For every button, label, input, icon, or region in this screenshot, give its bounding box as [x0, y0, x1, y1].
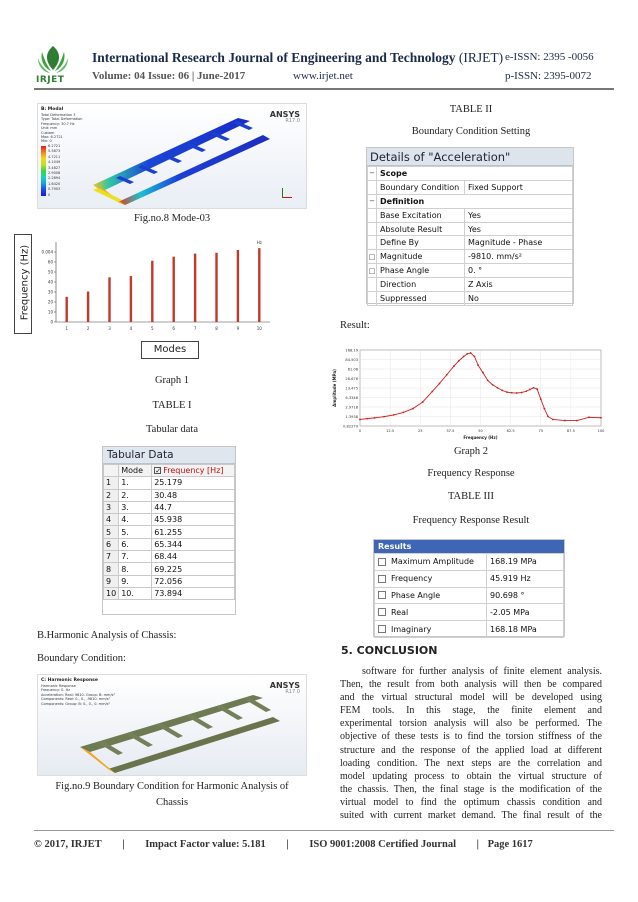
results-row	[375, 554, 564, 571]
conclusion-line: loading condition. The next steps are the correlation and	[340, 757, 602, 769]
bar	[130, 276, 132, 322]
row-index: 2	[104, 489, 119, 501]
table-row	[104, 514, 235, 526]
ansys-version-2: R17.0	[285, 689, 300, 695]
fig8-legend-line: Type: Total Deformation	[41, 117, 83, 122]
details-value[interactable]: Z Axis	[465, 278, 573, 292]
tabular-rows	[104, 477, 235, 600]
data-point	[470, 352, 472, 354]
graph1-xlabel: Modes	[141, 341, 199, 359]
fig9-legend-line: Components: Group: B: 0., 0., 0. mm/s²	[41, 701, 110, 706]
ansys-version: R17.0	[285, 118, 300, 124]
y-tick-label: 61.06	[347, 367, 358, 372]
frequency-cell: 69.225	[152, 563, 235, 575]
data-point	[458, 360, 460, 362]
journal-title	[92, 50, 503, 66]
x-tick-label: 10	[256, 326, 262, 331]
x-tick-label: 75	[538, 429, 544, 433]
x-tick-label: 6	[172, 326, 175, 331]
fig9-legend-line: Harmonic Response	[41, 684, 76, 688]
conclusion-line: structure and the response of the applied load at different	[340, 744, 602, 756]
data-point	[453, 365, 455, 367]
x-tick-label: 1	[65, 326, 68, 331]
fig8-legend-value: 2.2894	[48, 176, 61, 181]
checkbox-icon[interactable]	[378, 575, 386, 583]
mode-cell: 4.	[119, 514, 152, 526]
fig9-legend-title: C: Harmonic Response	[41, 678, 98, 683]
results-key	[375, 604, 487, 621]
fig8-legend-value: 2.9008	[48, 171, 61, 176]
row-index: 1	[104, 477, 119, 489]
frequency-cell: 73.894	[152, 587, 235, 599]
data-point	[474, 356, 476, 358]
details-row	[368, 208, 573, 222]
results-key	[375, 570, 487, 587]
journal-abbr: (IRJET)	[458, 50, 504, 65]
details-key: Phase Angle	[377, 264, 465, 278]
footer-copyright: © 2017, IRJET	[34, 839, 102, 850]
table3-title: TABLE III	[447, 491, 495, 502]
results-panel	[373, 539, 565, 637]
results-row	[375, 621, 564, 638]
fig8-legend-value: 1.6420	[48, 181, 61, 186]
results-value: 45.919 Hz	[487, 570, 564, 587]
details-value[interactable]: Magnitude - Phase	[465, 236, 573, 250]
results-rows	[375, 554, 564, 638]
row-index: 3	[104, 501, 119, 513]
details-row	[368, 278, 573, 292]
fig8-legend-line: Total Deformation 3	[41, 113, 76, 117]
table-row	[104, 575, 235, 587]
details-rows	[368, 167, 573, 306]
results-key	[375, 621, 487, 638]
triad-icon	[282, 188, 292, 198]
row-index: 5	[104, 526, 119, 538]
details-key: Base Excitation	[377, 208, 465, 222]
y-tick-label: 50	[47, 269, 53, 275]
table-row	[104, 587, 235, 599]
results-value: -2.05 MPa	[487, 604, 564, 621]
frequency-cell: 45.938	[152, 514, 235, 526]
bar	[215, 253, 217, 322]
data-point	[529, 389, 531, 391]
x-tick-label: 9	[236, 326, 240, 331]
table-row	[104, 538, 235, 550]
table-row	[104, 551, 235, 563]
x-axis-label: Frequency (Hz)	[463, 435, 498, 440]
conclusion-line: virtual model to find the optimum chassis condition and	[340, 796, 602, 808]
results-key-label: Phase Angle	[391, 590, 441, 600]
footer-page: Page 1617	[487, 839, 533, 850]
journal-name: International Research Journal of Engineering and Technology	[92, 50, 456, 65]
y-tick-label: 13.475	[345, 386, 358, 391]
conclusion-line: objective of these tests is to find the torsion stiffness of the	[340, 731, 602, 743]
footer-rule	[34, 830, 614, 831]
y-axis-label: Amplitude (MPa)	[332, 369, 337, 407]
graph2-caption: Graph 2	[453, 446, 489, 457]
data-point	[600, 417, 602, 419]
x-tick-label: 25	[417, 429, 423, 433]
results-key-label: Real	[391, 607, 409, 617]
eissn: e-ISSN: 2395 -0056	[505, 51, 594, 63]
graph2-subtitle: Frequency Response	[427, 468, 515, 479]
details-value[interactable]: No	[465, 292, 573, 306]
data-point	[496, 387, 498, 389]
y-tick-label: 28.676	[345, 376, 358, 381]
y-tick-label: 1.3938	[345, 414, 358, 419]
fig8-caption: Fig.no.8 Mode-03	[133, 213, 211, 224]
details-value[interactable]: -9810. mm/s²	[465, 250, 573, 264]
fig8-legend-value: 0	[48, 192, 51, 197]
section-b-sub: Boundary Condition:	[37, 653, 126, 664]
fig8-legend-value: 0.7903	[48, 187, 61, 192]
logo-text: IRJET	[36, 75, 65, 85]
tabular-data-title: Tabular Data	[103, 447, 235, 464]
data-point	[402, 412, 404, 414]
fig8-legend-lines	[41, 113, 82, 144]
row-marker: □	[368, 250, 377, 264]
row-index: 6	[104, 538, 119, 550]
section-b-heading: B.Harmonic Analysis of Chassis:	[37, 630, 177, 641]
data-point	[466, 353, 468, 355]
frequency-cell: 30.48	[152, 489, 235, 501]
results-key-label: Maximum Amplitude	[391, 557, 474, 567]
mode-cell: 6.	[119, 538, 152, 550]
fig9-caption-1: Fig.no.9 Boundary Condition for Harmonic Analysis of	[55, 781, 289, 792]
fig9-image	[37, 674, 307, 776]
conclusion-line: Then, the result from both analysis will then be compared	[340, 679, 602, 691]
checkbox-icon[interactable]	[378, 591, 386, 599]
details-row	[368, 264, 573, 278]
pissn: p-ISSN: 2395-0072	[505, 70, 592, 82]
data-point	[487, 380, 489, 382]
x-tick-label: 50	[478, 429, 483, 433]
frequency-cell: 68.44	[152, 551, 235, 563]
bar	[258, 248, 260, 322]
footer-iso: ISO 9001:2008 Certified Journal	[309, 839, 457, 850]
results-row	[375, 604, 564, 621]
data-point	[564, 420, 566, 422]
header-rule	[34, 88, 614, 90]
data-point	[393, 414, 395, 416]
fig8-legend-line: Custom	[41, 130, 55, 135]
mode-cell: 7.	[119, 551, 152, 563]
data-point	[374, 417, 376, 419]
fig9-legend-line: Acceleration: Real: 9810. Group: B: mm/s²	[41, 692, 115, 697]
fig8-image	[37, 103, 307, 209]
details-key: Magnitude	[377, 250, 465, 264]
col-frequency[interactable]	[152, 465, 235, 477]
checkbox-icon[interactable]	[378, 558, 386, 566]
conclusion-line: suited with current market demand. The final result of the	[340, 810, 602, 822]
conclusion-paragraph	[340, 665, 602, 822]
results-value: 168.19 MPa	[487, 554, 564, 571]
frequency-cell: 61.255	[152, 526, 235, 538]
data-point	[511, 392, 513, 394]
data-point	[536, 388, 538, 390]
col-frequency-label: Frequency [Hz]	[163, 466, 224, 476]
volume-info: Volume: 04 Issue: 06 | June-2017	[92, 70, 246, 82]
results-key	[375, 554, 487, 571]
conclusion-line: the chassis. Then, the final stage is the modification of the	[340, 783, 602, 795]
row-marker: □	[368, 264, 377, 278]
conclusion-line: experimental torsion analysis will also be performed. The	[340, 718, 602, 730]
y-tick-label: 6.3348	[345, 395, 358, 400]
y-tick-label: 168.19	[345, 348, 358, 353]
row-index: 8	[104, 563, 119, 575]
data-point	[477, 364, 479, 366]
table-row	[104, 526, 235, 538]
graph1-caption: Graph 1	[154, 375, 190, 386]
data-point	[439, 383, 441, 385]
frequency-cell: 25.179	[152, 477, 235, 489]
data-point	[543, 408, 545, 410]
graph1-bar-chart	[38, 236, 280, 336]
bar	[151, 261, 153, 322]
results-title: Results	[374, 540, 564, 553]
frequency-cell: 44.7	[152, 501, 235, 513]
fig8-legend-line: Frequency: 30.7 Hz	[41, 121, 75, 126]
bar	[194, 254, 196, 322]
y-tick-label: 0.004	[41, 249, 53, 255]
fig8-legend-value: 6.2721	[48, 144, 61, 148]
results-row	[375, 587, 564, 604]
graph1-ylabel: Frequency (Hz)	[19, 244, 31, 321]
row-index: 7	[104, 551, 119, 563]
fig9-caption-2: Chassis	[155, 797, 189, 808]
tabular-data-panel	[102, 446, 236, 615]
details-section: Scope	[377, 167, 573, 181]
data-point	[463, 356, 465, 358]
details-row	[368, 250, 573, 264]
ansys-logo: ANSYS	[269, 110, 300, 119]
table3-subtitle: Frequency Response Result	[412, 515, 530, 526]
table-row	[104, 489, 235, 501]
x-tick-label: 3	[108, 326, 111, 331]
details-title: Details of "Acceleration"	[367, 148, 573, 166]
y-tick-label: 84.503	[345, 357, 358, 362]
fig9-legend-line: Frequency: 0. Hz	[41, 688, 71, 693]
x-tick-label: 12.5	[386, 429, 395, 433]
result-label: Result:	[340, 320, 370, 331]
data-point	[588, 416, 590, 418]
bar	[237, 250, 239, 322]
y-tick-label: 0	[50, 319, 53, 325]
details-row	[368, 292, 573, 306]
col-mode: Mode	[119, 465, 152, 477]
chart-unit-label: Hz	[256, 240, 262, 245]
footer-sep-1: |	[122, 839, 125, 850]
journal-header	[34, 42, 614, 92]
table2-title: TABLE II	[449, 104, 493, 115]
conclusion-line: and the virtual structural model will be developed using	[340, 692, 602, 704]
data-point	[540, 398, 542, 400]
y-tick-label: 2.9718	[345, 405, 358, 410]
data-point	[383, 416, 385, 418]
details-key: Absolute Result	[377, 222, 465, 236]
fig8-legend-values	[48, 144, 60, 198]
row-marker	[368, 222, 377, 236]
check-icon[interactable]: ✓	[155, 467, 162, 476]
conclusion-heading: 5. CONCLUSION	[341, 644, 438, 657]
fig8-legend-value: 4.1049	[48, 160, 61, 165]
fig8-legend-line: Min: 0	[41, 139, 52, 144]
data-point	[525, 390, 527, 392]
row-marker	[368, 180, 377, 194]
footer-sep-3: |	[476, 839, 479, 850]
results-row	[375, 570, 564, 587]
details-value[interactable]: Fixed Support	[465, 180, 573, 194]
ansys-logo-2: ANSYS	[269, 681, 300, 690]
data-point	[422, 401, 424, 403]
data-point	[533, 387, 535, 389]
table-row	[104, 563, 235, 575]
results-value: 168.18 MPa	[487, 621, 564, 638]
data-point	[412, 408, 414, 410]
frequency-cell: 65.344	[152, 538, 235, 550]
y-tick-label: 60	[47, 259, 53, 265]
data-point	[431, 391, 433, 393]
footer-impact: Impact Factor value: 5.181	[145, 839, 266, 850]
details-row	[368, 180, 573, 194]
details-key: Direction	[377, 278, 465, 292]
fig8-legend-value: 3.4827	[48, 165, 61, 170]
x-tick-label: 100	[597, 429, 605, 433]
data-point	[446, 374, 448, 376]
results-key-label: Frequency	[391, 574, 433, 584]
tabular-data-table	[103, 464, 235, 600]
conclusion-line: FEM tools. In this stage, the finite element and	[340, 705, 602, 717]
row-marker	[368, 236, 377, 250]
x-tick-label: 2	[86, 326, 90, 331]
table1-title: TABLE I	[152, 400, 192, 411]
fig8-legend-line: Max: 6.2721	[41, 135, 63, 140]
table-row	[104, 477, 235, 489]
details-row	[368, 222, 573, 236]
details-value[interactable]: Yes	[465, 208, 573, 222]
details-value[interactable]: 0. °	[465, 264, 573, 278]
page-footer	[34, 839, 551, 850]
mode-cell: 9.	[119, 575, 152, 587]
frequency-cell: 72.056	[152, 575, 235, 587]
data-point	[366, 418, 368, 420]
checkbox-icon[interactable]	[378, 608, 386, 616]
data-point	[576, 420, 578, 422]
y-tick-label: 20	[47, 299, 53, 305]
fig8-legend-title: B: Modal	[41, 107, 64, 112]
data-point	[501, 389, 503, 391]
details-key: Suppressed	[377, 292, 465, 306]
details-key: Boundary Condition	[377, 180, 465, 194]
table1-subtitle: Tabular data	[145, 424, 199, 435]
fig8-colorbar	[41, 146, 46, 196]
x-tick-label: 7	[193, 326, 197, 331]
bar	[87, 292, 89, 322]
data-point	[521, 392, 523, 394]
conclusion-line: model updating process to obtain the virtual structure of	[340, 770, 602, 782]
checkbox-icon[interactable]	[378, 625, 386, 633]
details-row	[368, 194, 573, 208]
mode-cell: 10.	[119, 587, 152, 599]
x-tick-label: 62.5	[506, 429, 515, 433]
website: www.irjet.net	[293, 70, 353, 82]
mode-cell: 1.	[119, 477, 152, 489]
y-tick-label: 40	[47, 279, 53, 285]
row-index: 10	[104, 587, 119, 599]
mode-cell: 5.	[119, 526, 152, 538]
x-tick-label: 87.5	[566, 429, 575, 433]
corner-cell	[104, 465, 119, 477]
table-row	[104, 501, 235, 513]
data-point	[552, 419, 554, 421]
row-marker	[368, 208, 377, 222]
chassis-boundary-model	[68, 685, 288, 773]
mode-cell: 2.	[119, 489, 152, 501]
details-row	[368, 236, 573, 250]
details-key: Define By	[377, 236, 465, 250]
details-table	[367, 166, 573, 306]
fig8-legend-value: 4.7211	[48, 154, 61, 159]
x-tick-label: 37.5	[446, 429, 455, 433]
data-point	[482, 372, 484, 374]
y-tick-label: 30	[47, 289, 53, 295]
data-point	[506, 391, 508, 393]
x-tick-label: 5	[151, 326, 154, 331]
x-tick-label: 8	[215, 326, 218, 331]
acceleration-details-panel	[366, 147, 574, 304]
x-tick-label: 4	[129, 326, 133, 331]
row-marker	[368, 278, 377, 292]
bar	[66, 297, 68, 322]
chassis-mode3-model	[78, 110, 273, 205]
row-marker	[368, 292, 377, 306]
y-tick-label: 0.82279	[343, 424, 358, 429]
footer-sep-2: |	[286, 839, 289, 850]
y-tick-label: 10	[47, 309, 53, 315]
conclusion-line: software for further analysis of finite element analysis.	[362, 666, 602, 677]
results-table	[374, 553, 564, 638]
mode-cell: 8.	[119, 563, 152, 575]
collapse-icon[interactable]: −	[368, 167, 377, 181]
results-key-label: Imaginary	[391, 624, 432, 634]
data-point	[547, 416, 549, 418]
table-header-row	[104, 465, 235, 477]
table2-subtitle: Boundary Condition Setting	[411, 126, 531, 137]
x-tick-label: 0	[358, 429, 362, 433]
bar	[173, 257, 175, 322]
fig9-legend-line: Components: Real: 0., 0., -9810. mm/s²	[41, 697, 111, 702]
results-value: 90.698 °	[487, 587, 564, 604]
data-point	[359, 418, 361, 420]
graph2-line-chart	[330, 344, 607, 440]
collapse-icon[interactable]: −	[368, 194, 377, 208]
details-section: Definition	[377, 194, 573, 208]
mode-cell: 3.	[119, 501, 152, 513]
data-point	[516, 392, 518, 394]
fig8-legend-value: 5.5873	[48, 149, 61, 154]
details-value[interactable]: Yes	[465, 222, 573, 236]
bar	[108, 277, 110, 322]
details-row	[368, 167, 573, 181]
fig8-legend-line: Unit: mm	[41, 126, 58, 131]
row-index: 9	[104, 575, 119, 587]
graph1-ylabel-box	[14, 234, 32, 334]
results-key	[375, 587, 487, 604]
data-point	[492, 384, 494, 386]
row-index: 4	[104, 514, 119, 526]
